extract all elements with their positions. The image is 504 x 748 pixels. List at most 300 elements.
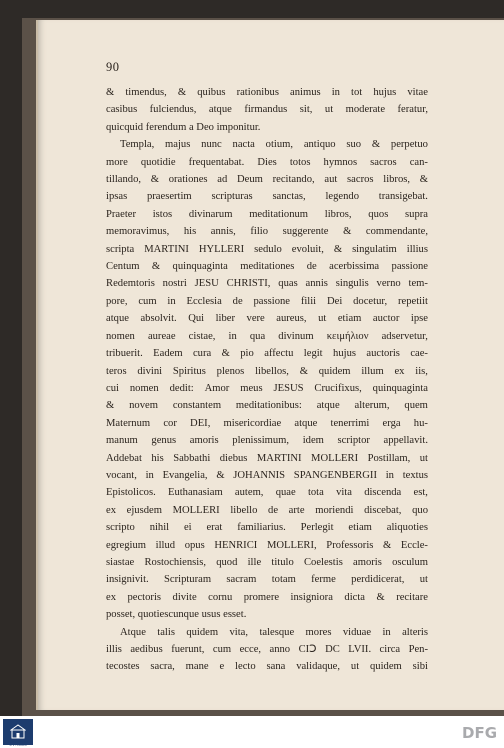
text-line-content: posset, quotiescunque usus esset.: [106, 609, 247, 621]
word: aureus,: [276, 313, 307, 325]
word: perpetuo: [390, 139, 428, 151]
word: Eccle-: [400, 539, 428, 551]
word: otium,: [265, 139, 294, 151]
word: can-: [409, 156, 428, 168]
word: pio: [240, 348, 254, 360]
word: in: [167, 295, 176, 307]
word: scripto: [106, 522, 135, 534]
word: sacram: [226, 574, 257, 586]
word: Postillam,: [367, 452, 411, 464]
word: tenerrimi: [330, 417, 370, 429]
text-line: [106, 84, 428, 101]
text-line: [106, 101, 428, 118]
word: cura: [192, 348, 212, 360]
word: annis: [305, 278, 328, 290]
word: osculum: [392, 556, 428, 568]
word: erat: [206, 522, 223, 534]
word: quem: [404, 400, 428, 412]
word: Maternum: [106, 417, 151, 429]
text-line: [106, 293, 428, 310]
word: Ecclesia: [186, 295, 222, 307]
word: scriptor: [337, 435, 370, 447]
word: diebus: [219, 452, 248, 464]
word: singulis: [335, 278, 369, 290]
word: e: [219, 661, 225, 673]
word: memoravimus,: [106, 226, 170, 238]
word: illum: [361, 365, 384, 377]
word: Centum: [106, 261, 140, 273]
word: ut: [419, 574, 428, 586]
word: ei: [183, 522, 192, 534]
word: CIↃ: [298, 644, 317, 655]
word: divinarum: [188, 208, 233, 220]
word: erga: [382, 417, 401, 429]
word: quae: [275, 487, 296, 499]
word: hymnos: [323, 156, 358, 168]
word: Epistolicos.: [106, 487, 156, 499]
word: firmandus: [244, 104, 288, 116]
word: plenos: [216, 365, 245, 377]
word: quo: [412, 504, 428, 516]
word: Dei: [326, 295, 343, 307]
word: &: [383, 539, 392, 551]
word: est,: [413, 487, 428, 499]
word: &: [376, 591, 385, 603]
word: suggerente: [282, 226, 329, 238]
word: nostri: [162, 278, 187, 290]
word: circa: [379, 644, 401, 655]
word: absolvit.: [140, 313, 177, 325]
word: quinquaginta: [172, 261, 228, 273]
word: mores: [305, 626, 332, 638]
word: tota: [307, 487, 324, 499]
word: de: [232, 295, 243, 307]
word: appellavit.: [383, 435, 428, 447]
text-line: [106, 188, 428, 205]
word: libellos,: [255, 365, 289, 377]
word: Crucifixus,: [314, 382, 362, 394]
word: illius: [406, 243, 428, 255]
text-line: [106, 171, 428, 188]
word: vitae: [407, 87, 428, 98]
word: cae-: [410, 348, 428, 360]
word: validaque,: [296, 661, 341, 673]
word: misericordiae: [223, 417, 282, 429]
word: meditationes: [240, 261, 295, 273]
word: ex: [106, 504, 116, 516]
word: &: [106, 87, 115, 98]
word: Deum: [236, 174, 263, 186]
word: auctoris: [366, 348, 400, 360]
word: in: [385, 469, 394, 481]
word: alterum,: [354, 400, 390, 412]
word: autem,: [234, 487, 264, 499]
word: ut: [419, 452, 428, 464]
word: CHRISTI,: [226, 278, 271, 290]
word: sacros: [370, 156, 397, 168]
word: sanctas,: [272, 191, 306, 203]
word: divinum: [278, 330, 314, 342]
word: atque: [106, 313, 129, 325]
word: nomen: [129, 382, 159, 394]
word: genus: [151, 435, 177, 447]
word: animus: [290, 87, 321, 98]
word: quidem: [186, 626, 219, 638]
word: Rostochiensis,: [144, 556, 206, 568]
text-line: [106, 345, 428, 362]
word: teros: [106, 365, 127, 377]
building-icon: [10, 724, 26, 740]
text-line: [106, 363, 428, 380]
word: MOLLERI: [311, 452, 359, 464]
word: lecto: [235, 661, 256, 673]
word: singulatim: [352, 243, 397, 255]
word: hu-: [413, 417, 428, 429]
text-line: [106, 223, 428, 240]
text-line-content: quicquid ferendum a Deo imponitur.: [106, 121, 261, 133]
word: Addebat: [106, 452, 142, 464]
word: viduae: [342, 626, 372, 638]
word: quidem: [318, 365, 351, 377]
word: nacta: [232, 139, 255, 151]
word: sit,: [299, 104, 313, 116]
word: pore,: [106, 295, 128, 307]
word: LVII.: [348, 644, 372, 655]
word: hujus: [373, 87, 397, 98]
word: perdidicerat,: [351, 574, 405, 586]
word: DC: [325, 644, 340, 655]
text-line: [106, 658, 428, 675]
word: nunc: [201, 139, 222, 151]
word: opus: [184, 539, 205, 551]
word: sana: [266, 661, 286, 673]
word: ut: [318, 313, 327, 325]
word: pectoris: [127, 591, 162, 603]
word: cor: [163, 417, 177, 429]
word: talesque: [259, 626, 295, 638]
word: in: [145, 469, 154, 481]
word: moriendi: [315, 504, 354, 516]
word: κειμήλιον: [326, 330, 369, 342]
word: alteris: [402, 626, 428, 638]
word: ferme: [311, 574, 336, 586]
word: supra: [405, 208, 428, 220]
word: quos: [368, 208, 389, 220]
word: discenda: [364, 487, 402, 499]
word: SPANGENBERGII: [293, 469, 377, 481]
word: commendante,: [365, 226, 428, 238]
word: moderate: [345, 104, 386, 116]
word: affectu: [264, 348, 294, 360]
text-line: [106, 554, 428, 571]
word: cornu: [208, 591, 233, 603]
word: insignivit.: [106, 574, 149, 586]
word: recitare: [396, 591, 428, 603]
word: evoluit,: [291, 243, 324, 255]
word: meditationibus:: [235, 400, 302, 412]
word: tot: [351, 87, 363, 98]
word: Eadem: [153, 348, 183, 360]
word: &: [299, 365, 308, 377]
word: DEI,: [190, 417, 211, 429]
word: ejusdem: [126, 504, 162, 516]
word: ecce,: [239, 644, 262, 655]
word: vita,: [229, 626, 249, 638]
word: Coelestis: [303, 556, 343, 568]
word: nihil: [149, 522, 170, 534]
text-line: [106, 571, 428, 588]
word: amoris: [353, 556, 382, 568]
word: vita: [336, 487, 352, 499]
word: &: [419, 174, 428, 186]
text-line: [106, 397, 428, 414]
word: libros,: [383, 174, 411, 186]
word: Qui: [188, 313, 205, 325]
word: quibus: [197, 87, 226, 98]
word: manum: [106, 435, 138, 447]
text-line: [106, 467, 428, 484]
word: Redemtoris: [106, 278, 155, 290]
word: de: [306, 261, 317, 273]
word: &: [221, 348, 230, 360]
word: anno: [269, 644, 291, 655]
word: sacros: [347, 174, 374, 186]
text-line: [106, 484, 428, 501]
text-line: [106, 258, 428, 275]
word: egregium: [106, 539, 147, 551]
word: quod: [216, 556, 238, 568]
word: Praeter: [106, 208, 136, 220]
body-text: [106, 84, 428, 676]
text-line: [106, 502, 428, 519]
word: his: [151, 452, 164, 464]
word: qua: [249, 330, 266, 342]
word: suo: [346, 139, 362, 151]
word: arte: [288, 504, 305, 516]
word: totos: [289, 156, 311, 168]
word: ipse: [410, 313, 428, 325]
word: constantem: [172, 400, 222, 412]
word: meus: [240, 382, 263, 394]
word: illis: [106, 644, 122, 655]
word: fulciendus,: [149, 104, 197, 116]
word: aut: [324, 174, 338, 186]
word: atque: [294, 417, 318, 429]
word: Pen-: [408, 644, 428, 655]
word: auctor: [372, 313, 400, 325]
word: atque: [316, 400, 340, 412]
word: HENRICI: [214, 539, 258, 551]
word: novem: [129, 400, 158, 412]
word: praesertim: [146, 191, 192, 203]
text-line: [106, 136, 428, 153]
word: cistae,: [188, 330, 216, 342]
word: illud: [155, 539, 176, 551]
word: Atque: [120, 626, 146, 638]
word: Amor: [204, 382, 230, 394]
word: antiquo: [303, 139, 336, 151]
word: discebat,: [364, 504, 402, 516]
word: titulo: [271, 556, 294, 568]
word: talis: [157, 626, 175, 638]
footer-bar: [0, 716, 504, 748]
word: majus: [165, 139, 191, 151]
word: MOLLERI: [172, 504, 220, 516]
word: cum: [138, 295, 157, 307]
word: HYLLERI: [198, 243, 245, 255]
word: familiarius.: [237, 522, 286, 534]
word: more: [106, 156, 128, 168]
word: sedulo: [254, 243, 282, 255]
text-line: [106, 589, 428, 606]
word: tecostes: [106, 661, 140, 673]
text-line: [106, 606, 428, 623]
word: MOLLERI,: [266, 539, 317, 551]
word: vere: [246, 313, 265, 325]
word: Professoris: [326, 539, 374, 551]
word: in: [331, 87, 340, 98]
word: libros,: [324, 208, 352, 220]
word: liber: [215, 313, 236, 325]
word: &: [216, 469, 225, 481]
word: ex: [394, 365, 405, 377]
text-line: [106, 206, 428, 223]
word: ut: [350, 661, 360, 673]
word: filii: [300, 295, 317, 307]
text-line: [106, 624, 428, 641]
word: passione: [253, 295, 290, 307]
word: docetur,: [353, 295, 388, 307]
word: aedibus: [130, 644, 163, 655]
word: sacra,: [150, 661, 175, 673]
word: dicta: [344, 591, 365, 603]
word: ille: [247, 556, 262, 568]
word: passione: [391, 261, 428, 273]
word: vocant,: [106, 469, 137, 481]
word: idem: [302, 435, 324, 447]
word: Evangelia,: [162, 469, 208, 481]
word: in: [228, 330, 237, 342]
text-line: [106, 154, 428, 171]
word: quidem: [370, 661, 402, 673]
word: de: [268, 504, 279, 516]
word: ex: [106, 591, 116, 603]
word: insigniora: [290, 591, 333, 603]
text-line: [106, 432, 428, 449]
word: etiam: [348, 522, 372, 534]
word: &: [151, 261, 161, 273]
word: repetiit: [397, 295, 428, 307]
word: acerbissima: [329, 261, 380, 273]
text-line: [106, 119, 428, 136]
word: Dies: [257, 156, 277, 168]
word: casibus: [106, 104, 138, 116]
word: &: [150, 174, 159, 186]
word: cui: [106, 382, 119, 394]
word: his: [183, 226, 197, 238]
text-line: [106, 310, 428, 327]
word: sibi: [412, 661, 428, 673]
text-line: [106, 380, 428, 397]
word: totam: [271, 574, 296, 586]
dfg-logo[interactable]: [462, 722, 500, 742]
word: aureae: [147, 330, 176, 342]
word: &: [343, 226, 352, 238]
word: JOHANNIS: [233, 469, 286, 481]
word: rationibus: [236, 87, 279, 98]
word: transigebat.: [378, 191, 428, 203]
word: tillando,: [106, 174, 142, 186]
word: legendo: [325, 191, 360, 203]
word: in: [382, 626, 391, 638]
word: aliquoties: [386, 522, 428, 534]
word: &: [106, 400, 115, 412]
word: tem-: [408, 278, 428, 290]
word: Perlegit: [300, 522, 334, 534]
text-line: [106, 537, 428, 554]
text-line: [106, 641, 428, 658]
word: Scripturam: [164, 574, 212, 586]
word: dedit:: [169, 382, 194, 394]
word: MARTINI: [256, 452, 302, 464]
word: siastae: [106, 556, 135, 568]
word: istos: [152, 208, 173, 220]
word: MARTINI: [144, 243, 189, 255]
dfg-logo-text: DFG: [462, 724, 498, 742]
text-line: [106, 450, 428, 467]
text-line: [106, 241, 428, 258]
word: filio: [250, 226, 269, 238]
word: cum: [212, 644, 232, 655]
word: legit: [303, 348, 323, 360]
word: verno: [376, 278, 401, 290]
word: ipsas: [106, 191, 128, 203]
word: Templa,: [120, 139, 155, 151]
word: feratur,: [397, 104, 428, 116]
word: quotidie: [140, 156, 176, 168]
word: tribuerit.: [106, 348, 143, 360]
word: JESU: [194, 278, 219, 290]
word: &: [371, 139, 381, 151]
word: frequentabat.: [188, 156, 245, 168]
word: adservetur,: [381, 330, 428, 342]
word: fuerunt,: [171, 644, 205, 655]
word: nomen: [106, 330, 135, 342]
word: Sabbathi: [173, 452, 211, 464]
word: JESUS: [273, 382, 304, 394]
word: meditationum: [249, 208, 309, 220]
word: plenissimum,: [232, 435, 290, 447]
word: ut: [324, 104, 334, 116]
word: scripturas: [211, 191, 253, 203]
word: hujus: [333, 348, 356, 360]
word: atque: [208, 104, 232, 116]
word: amoris: [189, 435, 219, 447]
word: annis,: [210, 226, 236, 238]
text-line: [106, 519, 428, 536]
word: orationes: [168, 174, 208, 186]
word: etiam: [337, 313, 362, 325]
word: Spiritus: [172, 365, 206, 377]
word: divite: [172, 591, 197, 603]
word: textus: [402, 469, 428, 481]
word: Euthanasiam: [167, 487, 223, 499]
word: promere: [243, 591, 280, 603]
word: mane: [185, 661, 209, 673]
word: &: [177, 87, 187, 98]
text-line: [106, 415, 428, 432]
word: quinquaginta: [372, 382, 428, 394]
